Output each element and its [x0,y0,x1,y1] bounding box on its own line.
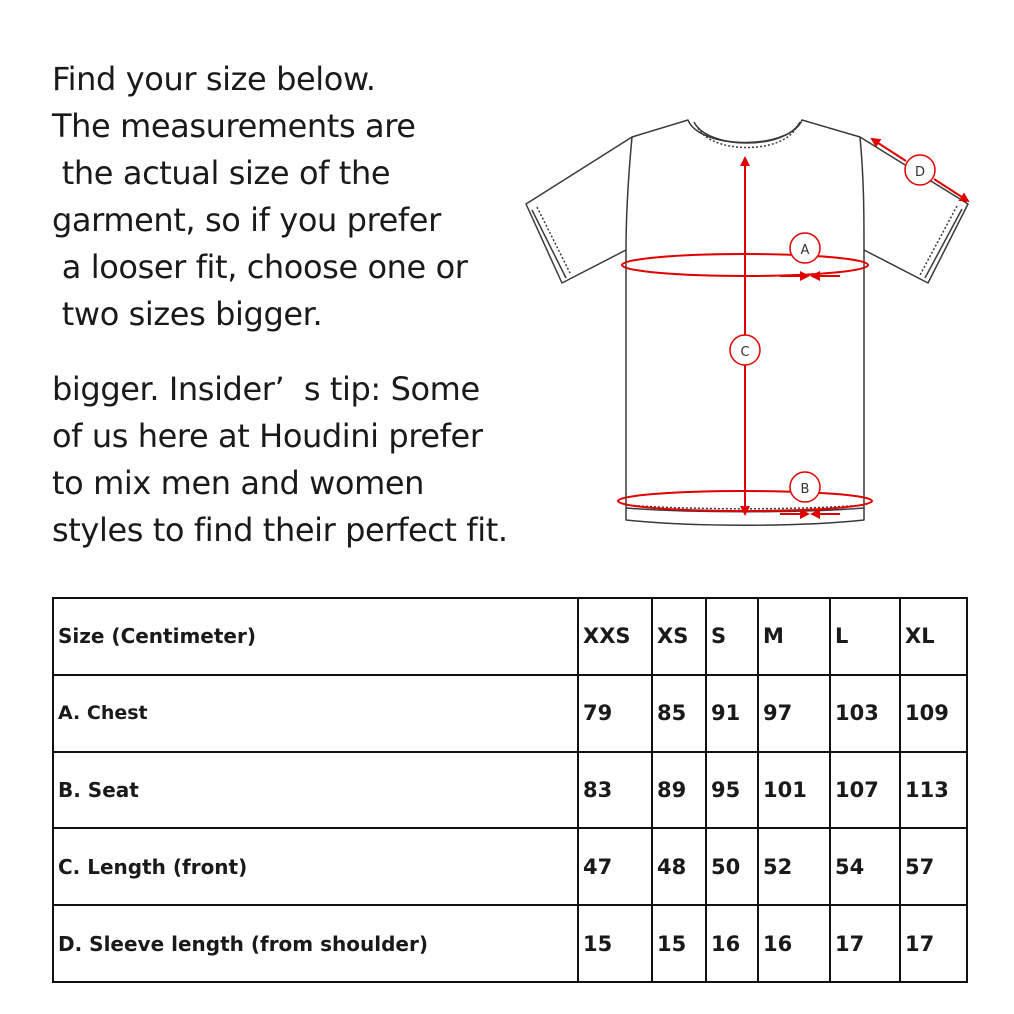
header-size: S [706,598,758,675]
table-cell: 17 [900,905,967,982]
header-label: Size (Centimeter) [53,598,578,675]
table-cell: 47 [578,828,652,905]
tip-line: bigger. Insider’ s tip: Some [52,370,480,408]
tshirt-body [526,120,968,525]
table-cell: 52 [758,828,830,905]
right-sleeve-hem [925,209,962,278]
table-row [53,828,967,905]
tshirt-measurement-diagram [520,110,980,530]
row-label: C. Length (front) [53,828,578,905]
intro-line: garment, so if you prefer [52,201,441,239]
row-label: D. Sleeve length (from shoulder) [53,905,578,982]
tip-line: to mix men and women [52,464,425,502]
size-chart-table [52,597,968,983]
table-cell: 103 [830,675,900,752]
header-size: XXS [578,598,652,675]
table-cell: 54 [830,828,900,905]
label-a: A [800,243,810,258]
table-row [53,752,967,829]
table-row [53,905,967,982]
header-size: XS [652,598,706,675]
row-label: A. Chest [53,675,578,752]
header-size: L [830,598,900,675]
label-c-badge [730,335,760,365]
table-header-row [53,598,967,675]
table-cell: 48 [652,828,706,905]
table-cell: 95 [706,752,758,829]
intro-line: a looser fit, choose one or [52,248,468,286]
table-cell: 89 [652,752,706,829]
table-cell: 15 [652,905,706,982]
table-cell: 57 [900,828,967,905]
tip-line: styles to find their perfect fit. [52,511,508,549]
intro-line: The measurements are [52,107,416,145]
intro-line: the actual size of the [52,154,391,192]
table-cell: 79 [578,675,652,752]
row-label: B. Seat [53,752,578,829]
label-d: D [914,165,926,180]
label-b: B [800,482,810,497]
table-cell: 16 [706,905,758,982]
table-cell: 17 [830,905,900,982]
intro-text [52,56,522,338]
intro-line: two sizes bigger. [52,295,323,333]
right-sleeve-stitch [920,206,957,275]
table-cell: 113 [900,752,967,829]
table-row [53,675,967,752]
label-b-badge [790,472,820,502]
left-sleeve-hem [532,210,566,278]
header-size: XL [900,598,967,675]
table-cell: 85 [652,675,706,752]
insider-tip-text [52,366,522,554]
right-armhole [860,137,864,250]
table-cell: 91 [706,675,758,752]
table-cell: 101 [758,752,830,829]
table-cell: 83 [578,752,652,829]
table-cell: 97 [758,675,830,752]
tshirt-outline [526,120,968,525]
label-a-badge [790,233,820,263]
tip-line: of us here at Houdini prefer [52,417,483,455]
label-d-badge [905,155,935,185]
table-cell: 50 [706,828,758,905]
table-cell: 16 [758,905,830,982]
header-size: M [758,598,830,675]
intro-line: Find your size below. [52,60,376,98]
left-armhole [626,137,632,250]
table-cell: 107 [830,752,900,829]
table-cell: 109 [900,675,967,752]
label-c: C [740,345,750,360]
table-cell: 15 [578,905,652,982]
